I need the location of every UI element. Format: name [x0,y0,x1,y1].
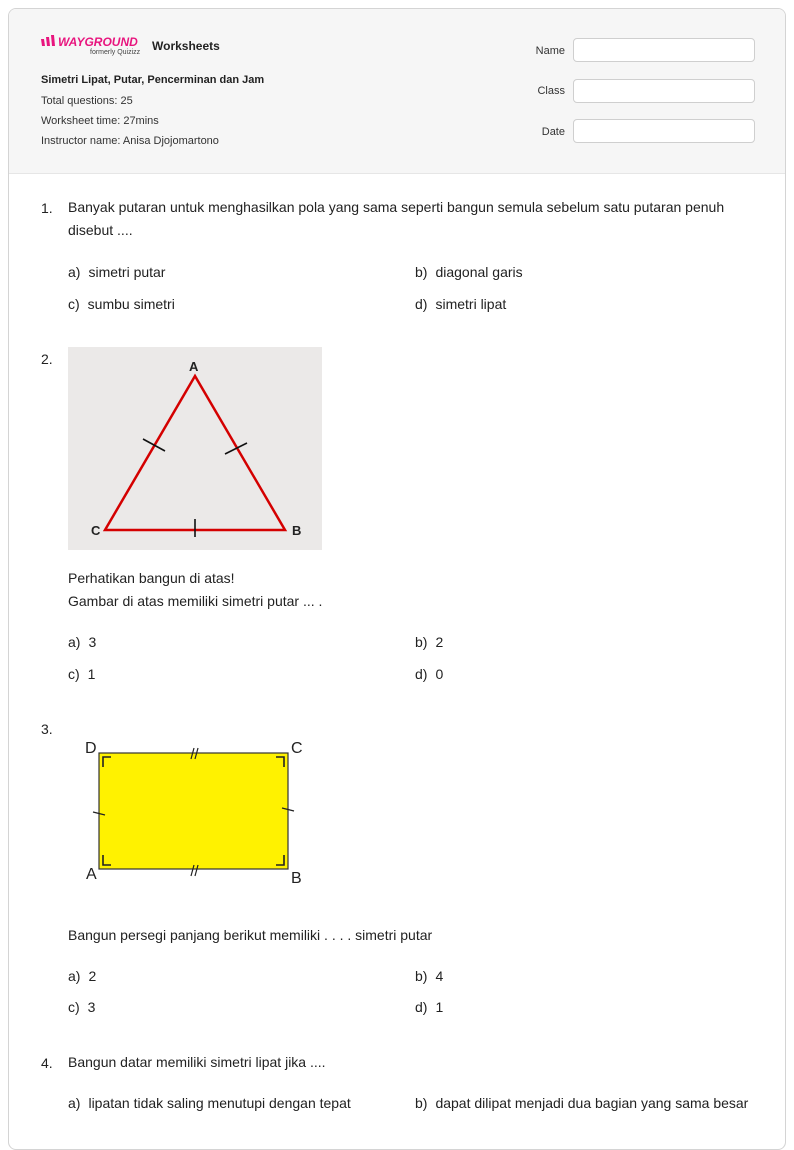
option-letter: a) [68,634,81,650]
question-3-option-c[interactable] [68,999,95,1015]
option-letter: b) [415,968,428,984]
question-4-number: 4. [41,1055,53,1071]
triangle-label-c: C [91,523,101,538]
question-1-option-d[interactable] [415,296,506,312]
option-letter: a) [68,1095,81,1111]
question-2-text-line2: Gambar di atas memiliki simetri putar ... . [68,593,323,609]
question-2-option-d[interactable] [415,666,443,682]
option-text: simetri lipat [435,296,507,312]
question-1-number: 1. [41,200,53,216]
option-text: 2 [435,634,444,650]
option-letter: d) [415,296,428,312]
option-letter: d) [415,666,428,682]
option-text: 0 [435,666,444,682]
option-letter: c) [68,999,80,1015]
question-3-option-a[interactable] [68,968,96,984]
question-3-option-b[interactable] [415,968,443,984]
worksheet-time: Worksheet time: 27mins [41,115,159,127]
question-3-text: Bangun persegi panjang berikut memiliki . . . . simetri putar [68,927,433,943]
option-text: simetri putar [88,264,166,280]
question-2-option-c[interactable] [68,666,95,682]
question-1-option-a[interactable] [68,264,165,280]
date-label: Date [541,126,565,138]
triangle-label-a: A [189,359,199,374]
question-1-option-c[interactable] [68,296,175,312]
name-field[interactable] [573,38,755,62]
triangle-label-b: B [292,523,302,538]
worksheet-header [9,9,785,174]
rectangle-label-d: D [85,740,97,757]
question-2-option-a[interactable] [68,634,96,650]
name-label: Name [535,45,565,57]
worksheet-title: Simetri Lipat, Putar, Pencerminan dan Jam [41,74,265,86]
date-field[interactable] [573,119,755,143]
option-letter: d) [415,999,428,1015]
option-text: 4 [435,968,444,984]
question-1-option-b[interactable] [415,264,523,280]
option-letter: c) [68,296,80,312]
class-label: Class [537,85,565,97]
class-field[interactable] [573,79,755,103]
option-text: 3 [88,634,97,650]
option-text: 2 [88,968,97,984]
question-2-option-b[interactable] [415,634,443,650]
option-text: 3 [87,999,96,1015]
option-text: lipatan tidak saling menutupi dengan tepat [88,1095,351,1111]
question-2-number: 2. [41,351,53,367]
option-letter: b) [415,264,428,280]
option-text: sumbu simetri [87,296,175,312]
option-text: 1 [435,999,444,1015]
triangle-figure [68,347,322,550]
rectangle-label-b: B [291,870,302,887]
question-4-option-b[interactable] [415,1095,748,1111]
total-questions: Total questions: 25 [41,95,133,107]
option-letter: b) [415,634,428,650]
product-title: Worksheets [152,39,220,53]
option-text: diagonal garis [435,264,523,280]
question-2-text-line1: Perhatikan bangun di atas! [68,570,235,586]
option-text: 1 [87,666,96,682]
rectangle-label-a: A [86,866,97,883]
rectangle-label-c: C [291,740,303,757]
brand-subtitle: formerly Quizizz [90,49,141,56]
rectangle-figure [81,737,313,887]
instructor-name: Instructor name: Anisa Djojomartono [41,135,219,147]
question-3-number: 3. [41,721,53,737]
question-4-option-a[interactable] [68,1095,351,1111]
option-letter: a) [68,264,81,280]
brand-wordmark: WAYGROUND [58,35,138,49]
option-text: dapat dilipat menjadi dua bagian yang sama besar [435,1095,749,1111]
question-4-text: Bangun datar memiliki simetri lipat jika .... [68,1054,326,1070]
option-letter: a) [68,968,81,984]
option-letter: b) [415,1095,428,1111]
question-3-option-d[interactable] [415,999,443,1015]
question-1-text: Banyak putaran untuk menghasilkan pola yang sama seperti bangun semula sebelum satu putaran penuh disebut .... [68,199,725,238]
worksheet [8,8,786,1150]
option-letter: c) [68,666,80,682]
